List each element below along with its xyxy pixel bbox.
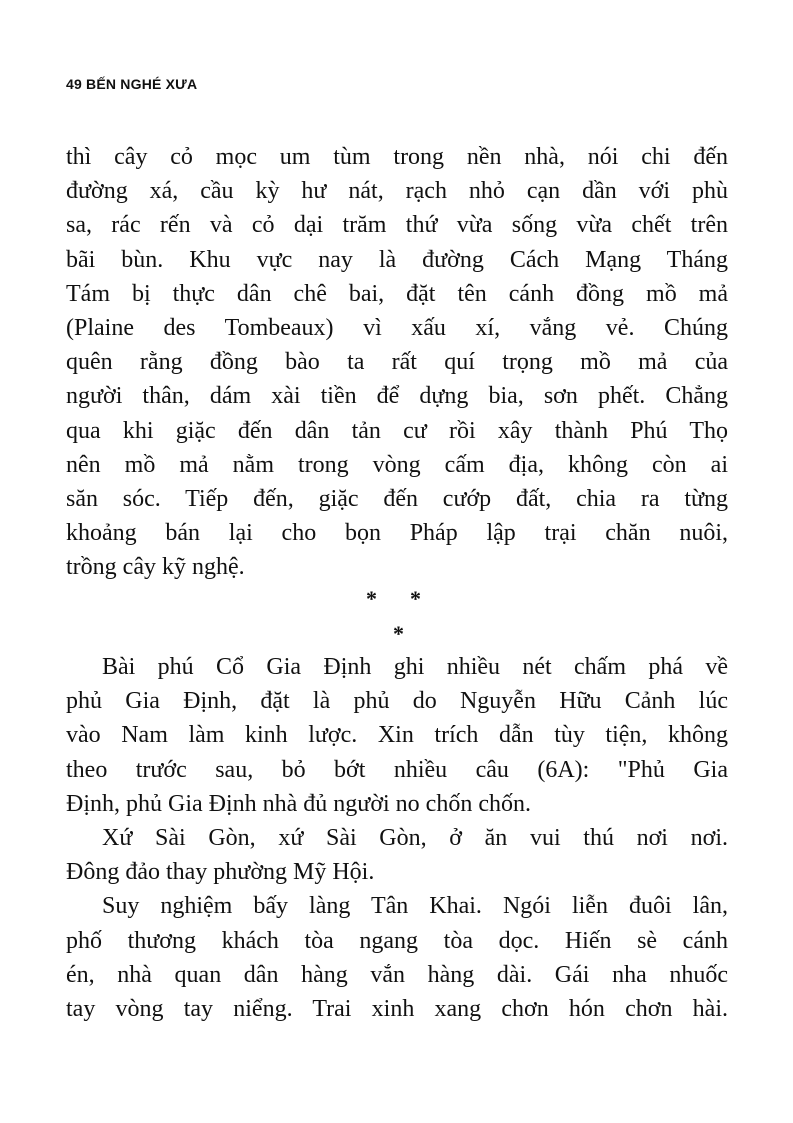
text-line: bãi bùn. Khu vực nay là đường Cách Mạng Tháng [66, 246, 728, 273]
text-line: Xứ Sài Gòn, xứ Sài Gòn, ở ăn vui thú nơi nơi. [102, 824, 728, 851]
text-line: sa, rác rến và cỏ dại trăm thứ vừa sống vừa chết trên [66, 212, 728, 239]
text-line: quên rằng đồng bào ta rất quí trọng mồ mả của [66, 349, 728, 376]
page-header: 49 BẾN NGHÉ XƯA [66, 76, 198, 92]
text-line: én, nhà quan dân hàng vắn hàng dài. Gái nha nhuốc [66, 961, 728, 988]
text-line: Đông đảo thay phường Mỹ Hội. [66, 859, 375, 886]
text-line: phố thương khách tòa ngang tòa dọc. Hiến sè cánh [66, 927, 728, 954]
text-line: Định, phủ Gia Định nhà đủ người no chốn chốn. [66, 790, 531, 817]
separator-asterisk: * [410, 586, 421, 611]
text-line: tay vòng tay niểng. Trai xinh xang chơn hón chơn hài. [66, 995, 728, 1022]
text-line: (Plaine des Tombeaux) vì xấu xí, vắng vẻ. Chúng [66, 314, 728, 341]
text-line: thì cây cỏ mọc um tùm trong nền nhà, nói chi đến [66, 144, 728, 170]
text-line: đường xá, cầu kỳ hư nát, rạch nhỏ cạn dần với phù [66, 178, 728, 205]
text-line: vào Nam làm kinh lược. Xin trích dẫn tùy tiện, không [66, 722, 728, 749]
separator-asterisk: * [393, 621, 404, 646]
paragraph-2 [66, 650, 728, 1026]
paragraph-1 [66, 140, 728, 584]
separator-asterisk: * [366, 586, 377, 611]
text-line: người thân, dám xài tiền để dựng bia, sơn phết. Chẳng [66, 383, 728, 410]
text-line: qua khi giặc đến dân tản cư rồi xây thành Phú Thọ [66, 417, 728, 444]
text-line: trồng cây kỹ nghệ. [66, 554, 245, 581]
text-line: theo trước sau, bỏ bớt nhiều câu (6A): "Phủ Gia [66, 756, 728, 783]
text-line: săn sóc. Tiếp đến, giặc đến cướp đất, chia ra từng [66, 485, 728, 512]
text-line: Tám bị thực dân chê bai, đặt tên cánh đồng mồ mả [66, 280, 728, 307]
text-line: phủ Gia Định, đặt là phủ do Nguyễn Hữu Cảnh lúc [66, 688, 728, 715]
text-line: nên mồ mả nằm trong vòng cấm địa, không còn ai [66, 451, 728, 478]
text-line: Suy nghiệm bấy làng Tân Khai. Ngói liễn đuôi lân, [102, 893, 728, 920]
text-line: Bài phú Cổ Gia Định ghi nhiều nét chấm phá về [102, 654, 728, 680]
text-line: khoảng bán lại cho bọn Pháp lập trại chăn nuôi, [66, 520, 728, 547]
